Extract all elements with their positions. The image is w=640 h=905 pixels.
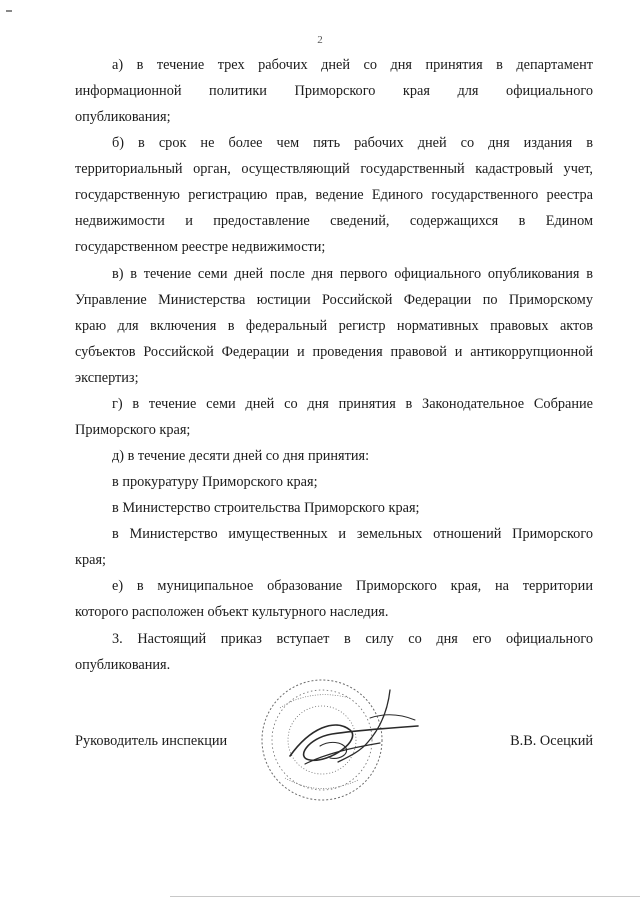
signatory-name: В.В. Осецкий (510, 733, 593, 749)
body-line-8: государственном реестре недвижимости; (75, 239, 326, 255)
body-line-19: в Министерство имущественных и земельных отношений Приморского (112, 526, 593, 542)
body-line-22: которого расположен объект культурного наследия. (75, 604, 389, 620)
body-line-21: е) в муниципальное образование Приморского края, на территории (112, 578, 593, 594)
body-line-15: Приморского края; (75, 422, 191, 438)
body-line-18: в Министерство строительства Приморского края; (112, 500, 420, 516)
body-line-17: в прокуратуру Приморского края; (112, 474, 318, 490)
body-line-9: в) в течение семи дней после дня первого официального опубликования в (112, 266, 593, 282)
signatory-position-title: Руководитель инспекции (75, 733, 228, 749)
scan-mark (6, 10, 12, 12)
body-line-11: краю для включения в федеральный регистр нормативных правовых актов (75, 318, 593, 334)
body-line-2: информационной политики Приморского края для официального (75, 83, 593, 99)
body-line-7: недвижимости и предоставление сведений, содержащихся в Едином (75, 213, 593, 229)
body-line-4: б) в срок не более чем пять рабочих дней со дня издания в (112, 135, 593, 151)
body-line-24: опубликования. (75, 657, 171, 673)
body-line-12: субъектов Российской Федерации и проведения правовой и антикоррупционной (75, 344, 593, 360)
body-line-6: государственную регистрацию прав, ведение Единого государственного реестра (75, 187, 593, 203)
body-line-10: Управление Министерства юстиции Российской Федерации по Приморскому (75, 292, 593, 308)
body-line-1: а) в течение трех рабочих дней со дня принятия в департамент (112, 57, 593, 73)
body-line-23: 3. Настоящий приказ вступает в силу со дня его официального (112, 631, 593, 647)
body-line-16: д) в течение десяти дней со дня принятия: (112, 448, 370, 464)
body-line-5: территориальный орган, осуществляющий государственный кадастровый учет, (75, 161, 593, 177)
body-line-20: края; (75, 552, 106, 568)
official-seal-with-signature (250, 668, 430, 818)
scan-bottom-edge (170, 896, 640, 897)
body-line-14: г) в течение семи дней со дня принятия в Законодательное Собрание (112, 396, 593, 412)
body-line-3: опубликования; (75, 109, 171, 125)
body-line-13: экспертиз; (75, 370, 139, 386)
page-number: 2 (317, 34, 323, 46)
